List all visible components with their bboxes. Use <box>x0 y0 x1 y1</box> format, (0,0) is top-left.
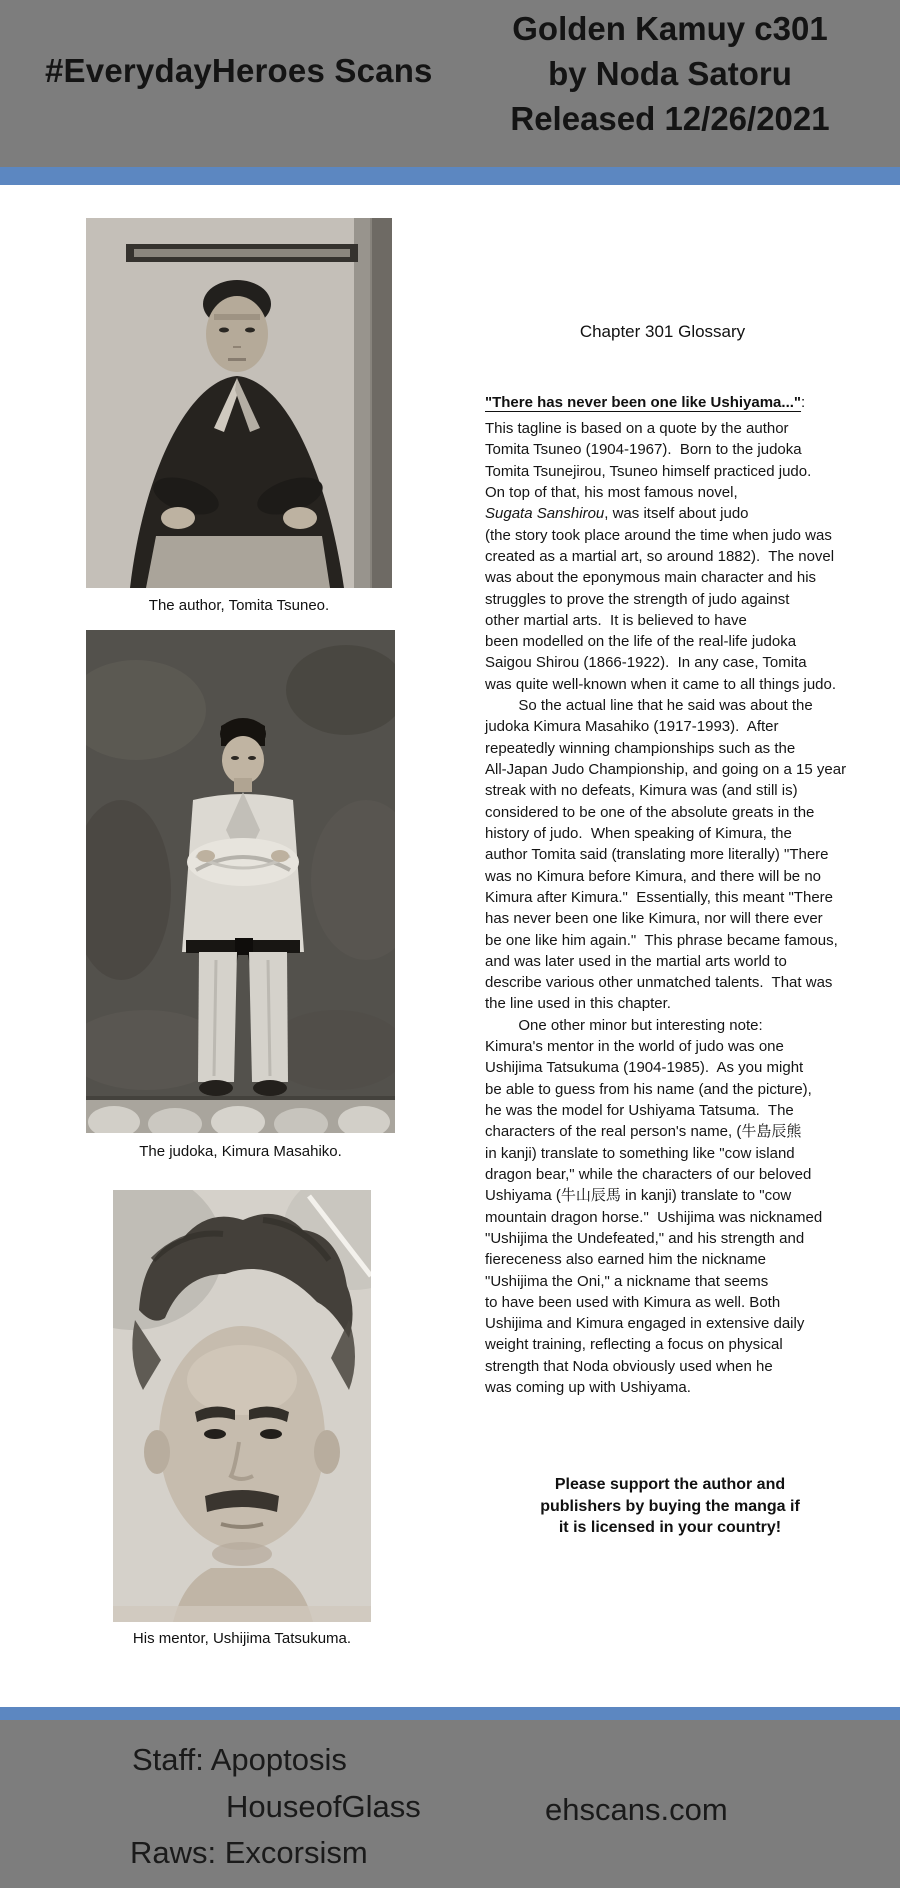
footer-accent-stripe <box>0 1707 900 1720</box>
support-note <box>480 1474 860 1539</box>
staff-credit: Staff: Apoptosis <box>132 1742 347 1777</box>
glossary-line: "Ushijima the Undefeated," and his strength and <box>485 1229 805 1247</box>
glossary-line: So the actual line that he said was about the <box>485 697 813 715</box>
glossary-line: has never been one like Kimura, nor will there ever <box>485 910 823 928</box>
manga-author: by Noda Satoru <box>548 55 792 92</box>
release-date: Released 12/26/2021 <box>510 100 830 137</box>
glossary-line: to have been used with Kimura as well. Both <box>485 1293 781 1311</box>
glossary-line: (the story took place around the time when judo was <box>485 526 832 544</box>
support-note-line: Please support the author and <box>554 1476 786 1493</box>
ushijima-photo-illustration <box>113 1190 371 1622</box>
photo-ushijima-tatsukuma <box>113 1190 371 1622</box>
group-website: ehscans.com <box>545 1792 728 1827</box>
glossary-line: Tomita Tsuneo (1904-1967). Born to the judoka <box>485 441 802 459</box>
glossary-line: Ushijima Tatsukuma (1904-1985). As you might <box>485 1059 804 1077</box>
glossary-line: describe various other unmatched talents. That was <box>485 974 833 992</box>
glossary-body-text <box>485 418 900 1398</box>
glossary-entry-quote: "There has never been one like Ushiyama..." <box>485 394 802 411</box>
glossary-line: be able to guess from his name (and the picture), <box>485 1080 812 1098</box>
glossary-line: repeatedly winning championships such as the <box>485 739 796 757</box>
glossary-line: Saigou Shirou (1866-1922). In any case, Tomita <box>485 654 807 672</box>
glossary-line: he was the model for Ushiyama Tatsuma. The <box>485 1102 794 1119</box>
support-note-line: publishers by buying the manga if <box>540 1497 800 1515</box>
glossary-line: author Tomita said (translating more literally) "There <box>485 846 829 864</box>
glossary-line: the line used in this chapter. <box>485 995 671 1013</box>
glossary-line: judoka Kimura Masahiko (1917-1993). After <box>485 718 779 736</box>
tomita-photo-illustration <box>86 218 392 588</box>
glossary-line: Kimura after Kimura." Essentially, this meant "There <box>485 888 833 906</box>
glossary-entry-title <box>485 394 805 411</box>
photo-kimura-masahiko <box>86 630 395 1133</box>
glossary-line: On top of that, his most famous novel, <box>485 483 738 501</box>
glossary-line: in kanji) translate to something like "cow island <box>485 1144 795 1162</box>
kimura-photo-illustration <box>86 630 395 1133</box>
glossary-line: characters of the real person's name, (牛島辰熊 <box>485 1123 802 1141</box>
glossary-line: dragon bear," while the characters of our beloved <box>485 1165 812 1183</box>
glossary-line: strength that Noda obviously used when he <box>485 1357 773 1375</box>
glossary-line: considered to be one of the absolute greats in the <box>485 803 815 821</box>
glossary-line: created as a martial art, so around 1882). The novel <box>485 547 835 565</box>
glossary-line: All-Japan Judo Championship, and going on a 15 year <box>485 761 847 778</box>
glossary-line: was no Kimura before Kimura, and there will be no <box>485 867 822 885</box>
header-accent-stripe <box>0 167 900 185</box>
caption-ushijima: His mentor, Ushijima Tatsukuma. <box>132 1630 352 1647</box>
photo-tomita-tsuneo <box>86 218 392 588</box>
glossary-line: was about the eponymous main character and his <box>485 569 817 587</box>
raws-credit: Raws: Excorsism <box>130 1835 368 1870</box>
scan-group-name: #EverydayHeroes Scans <box>45 52 433 89</box>
glossary-line: history of judo. When speaking of Kimura, the <box>485 824 792 842</box>
glossary-line: been modelled on the life of the real-life judoka <box>485 633 797 651</box>
glossary-line: fiereceness also earned him the nickname <box>485 1251 766 1269</box>
glossary-line: "Ushijima the Oni," a nickname that seems <box>485 1272 769 1290</box>
glossary-line: One other minor but interesting note: <box>485 1016 763 1034</box>
staff-credit-2: HouseofGlass <box>226 1789 421 1824</box>
glossary-heading: Chapter 301 Glossary <box>579 322 746 341</box>
glossary-line: streak with no defeats, Kimura was (and still is) <box>485 782 798 800</box>
manga-title: Golden Kamuy c301 <box>512 10 828 47</box>
glossary-line: was coming up with Ushiyama. <box>485 1379 691 1397</box>
caption-kimura: The judoka, Kimura Masahiko. <box>139 1143 342 1160</box>
caption-tomita: The author, Tomita Tsuneo. <box>148 597 330 614</box>
glossary-line: weight training, reflecting a focus on physical <box>485 1336 783 1354</box>
glossary-line: Tomita Tsunejirou, Tsuneo himself practiced judo. <box>485 462 812 480</box>
glossary-line: Ushijima and Kimura engaged in extensive daily <box>485 1315 805 1333</box>
glossary-line: and was later used in the martial arts world to <box>485 952 787 970</box>
glossary-entry-colon: : <box>801 394 806 411</box>
glossary-line: Sugata Sanshirou, was itself about judo <box>485 505 749 523</box>
release-title-block <box>455 6 885 141</box>
glossary-line: was quite well-known when it came to all things judo. <box>485 675 837 693</box>
glossary-line: Kimura's mentor in the world of judo was one <box>485 1038 784 1056</box>
glossary-line: other martial arts. It is believed to have <box>485 611 747 629</box>
glossary-line: struggles to prove the strength of judo against <box>485 590 790 608</box>
glossary-line: This tagline is based on a quote by the author <box>485 420 789 437</box>
glossary-line: Ushiyama (牛山辰馬 in kanji) translate to "cow <box>485 1187 792 1205</box>
glossary-line: be one like him again." This phrase became famous, <box>485 931 838 949</box>
glossary-line: mountain dragon horse." Ushijima was nicknamed <box>485 1208 823 1226</box>
support-note-line: it is licensed in your country! <box>558 1519 782 1536</box>
